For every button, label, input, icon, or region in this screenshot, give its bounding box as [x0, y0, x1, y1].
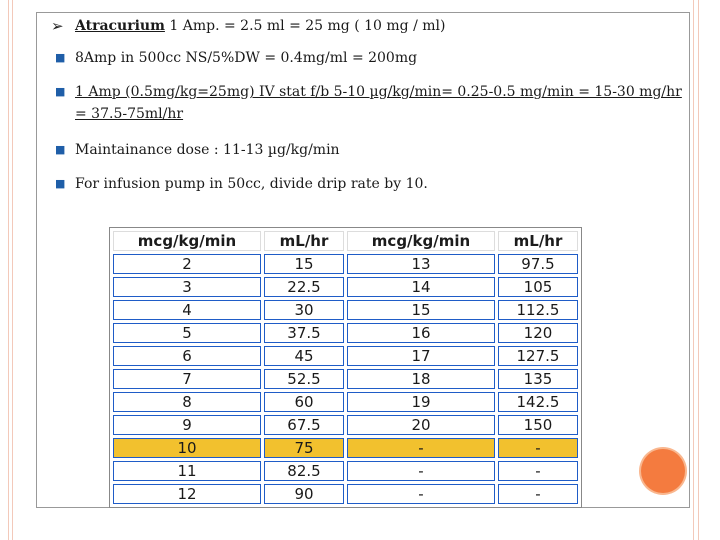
edge-line-left-2	[12, 0, 13, 540]
table-cell	[113, 346, 261, 366]
table-row	[113, 254, 578, 274]
table-cell	[498, 415, 578, 435]
table-cell-value: 20	[348, 416, 494, 434]
table-cell-value: 9	[114, 416, 260, 434]
table-cell-value: 30	[265, 301, 343, 319]
square-bullet-icon: ■	[55, 85, 66, 98]
table-cell-value: 142.5	[499, 393, 577, 411]
table-cell	[498, 438, 578, 458]
dose-table-body	[113, 254, 578, 504]
table-cell	[113, 254, 261, 274]
table-cell-value: 112.5	[499, 301, 577, 319]
table-cell	[264, 254, 344, 274]
table-row	[113, 323, 578, 343]
table-cell	[264, 323, 344, 343]
dose-table-header	[113, 231, 578, 251]
bullet-list	[47, 15, 687, 207]
table-cell	[264, 300, 344, 320]
table-cell	[264, 461, 344, 481]
table-cell-value: 18	[348, 370, 494, 388]
table-cell-value: -	[348, 462, 494, 480]
drug-concentration: 1 Amp. = 2.5 ml = 25 mg ( 10 mg / ml)	[164, 18, 446, 34]
table-cell	[264, 438, 344, 458]
table-row	[113, 484, 578, 504]
table-cell-value: 11	[114, 462, 260, 480]
bullet-text: Maintainance dose : 11-13 µg/kg/min	[75, 142, 340, 158]
table-cell	[347, 415, 495, 435]
table-row	[113, 392, 578, 412]
table-cell-value: -	[499, 462, 577, 480]
table-cell-value: 135	[499, 370, 577, 388]
table-cell	[347, 277, 495, 297]
bullet-text: For infusion pump in 50cc, divide drip rate by 10.	[75, 176, 428, 192]
table-cell-value: 6	[114, 347, 260, 365]
table-cell	[113, 438, 261, 458]
table-cell	[113, 461, 261, 481]
table-cell-value: 13	[348, 255, 494, 273]
table-cell	[264, 277, 344, 297]
table-cell-value: 2	[114, 255, 260, 273]
table-cell-value: -	[499, 485, 577, 503]
table-cell	[264, 415, 344, 435]
table-cell-value: 52.5	[265, 370, 343, 388]
table-row	[113, 300, 578, 320]
table-cell	[113, 484, 261, 504]
table-cell	[347, 254, 495, 274]
table-cell-value: 82.5	[265, 462, 343, 480]
table-cell-value: 12	[114, 485, 260, 503]
table-cell	[347, 438, 495, 458]
table-cell	[113, 369, 261, 389]
table-cell-value: 3	[114, 278, 260, 296]
table-row	[113, 461, 578, 481]
square-bullet-icon: ■	[55, 51, 66, 64]
table-cell-value: 120	[499, 324, 577, 342]
table-cell	[113, 392, 261, 412]
table-cell-value: 37.5	[265, 324, 343, 342]
square-bullet-icon: ■	[55, 143, 66, 156]
table-cell-value: 17	[348, 347, 494, 365]
header-ml-hr-2: mL/hr	[498, 231, 578, 251]
table-cell-value: 22.5	[265, 278, 343, 296]
table-cell-value: 45	[265, 347, 343, 365]
table-cell-value: 105	[499, 278, 577, 296]
table-cell	[264, 392, 344, 412]
table-cell-value: 15	[348, 301, 494, 319]
table-cell-value: 127.5	[499, 347, 577, 365]
table-cell	[113, 415, 261, 435]
bullet-loading-dose	[47, 81, 687, 125]
table-cell-value: -	[348, 439, 494, 457]
bullet-text: 1 Amp (0.5mg/kg=25mg) IV stat f/b 5-10 µg/kg/min= 0.25-0.5 mg/min = 15-30 mg/hr = 37.5-75ml/hr	[75, 84, 682, 122]
bullet-atracurium	[47, 15, 687, 37]
edge-line-left-1	[8, 0, 9, 540]
table-cell	[347, 323, 495, 343]
table-cell-value: 10	[114, 439, 260, 457]
table-cell	[498, 254, 578, 274]
table-cell	[498, 484, 578, 504]
table-cell-value: -	[348, 485, 494, 503]
table-cell	[347, 484, 495, 504]
table-cell-value: 5	[114, 324, 260, 342]
table-cell-value: -	[499, 439, 577, 457]
table-cell-value: 4	[114, 301, 260, 319]
bullet-infusion-pump	[47, 173, 687, 195]
table-row	[113, 415, 578, 435]
square-bullet-icon: ■	[55, 177, 66, 190]
table-row	[113, 277, 578, 297]
table-cell	[347, 461, 495, 481]
edge-line-right-1	[693, 0, 694, 540]
table-row	[113, 346, 578, 366]
table-cell-value: 15	[265, 255, 343, 273]
table-cell-value: 7	[114, 370, 260, 388]
table-cell	[347, 369, 495, 389]
orange-circle-decoration	[641, 449, 685, 493]
table-row	[113, 369, 578, 389]
header-ml-hr-1: mL/hr	[264, 231, 344, 251]
slide-content	[36, 12, 690, 508]
table-cell	[264, 369, 344, 389]
table-row	[113, 438, 578, 458]
bullet-text: 8Amp in 500cc NS/5%DW = 0.4mg/ml = 200mg	[75, 50, 418, 66]
drug-name: Atracurium	[75, 18, 165, 34]
bullet-maintenance	[47, 139, 687, 161]
table-cell	[498, 461, 578, 481]
table-cell	[498, 392, 578, 412]
table-cell-value: 97.5	[499, 255, 577, 273]
table-cell-value: 67.5	[265, 416, 343, 434]
dose-table	[109, 227, 582, 508]
arrow-bullet-icon: ➢	[51, 17, 64, 35]
table-cell-value: 16	[348, 324, 494, 342]
table-cell	[498, 323, 578, 343]
table-cell	[347, 300, 495, 320]
table-cell	[264, 484, 344, 504]
table-cell-value: 19	[348, 393, 494, 411]
table-cell	[113, 277, 261, 297]
table-cell	[113, 300, 261, 320]
bullet-dilution	[47, 47, 687, 69]
table-cell-value: 90	[265, 485, 343, 503]
table-cell	[347, 346, 495, 366]
header-mcg-kg-min-1: mcg/kg/min	[113, 231, 261, 251]
edge-line-right-2	[698, 0, 699, 540]
table-cell	[498, 300, 578, 320]
table-cell	[264, 346, 344, 366]
table-cell	[498, 277, 578, 297]
table-cell-value: 60	[265, 393, 343, 411]
header-mcg-kg-min-2: mcg/kg/min	[347, 231, 495, 251]
table-cell	[498, 346, 578, 366]
table-cell-value: 75	[265, 439, 343, 457]
table-cell	[347, 392, 495, 412]
table-cell	[113, 323, 261, 343]
table-cell-value: 8	[114, 393, 260, 411]
table-cell	[498, 369, 578, 389]
table-cell-value: 14	[348, 278, 494, 296]
table-cell-value: 150	[499, 416, 577, 434]
